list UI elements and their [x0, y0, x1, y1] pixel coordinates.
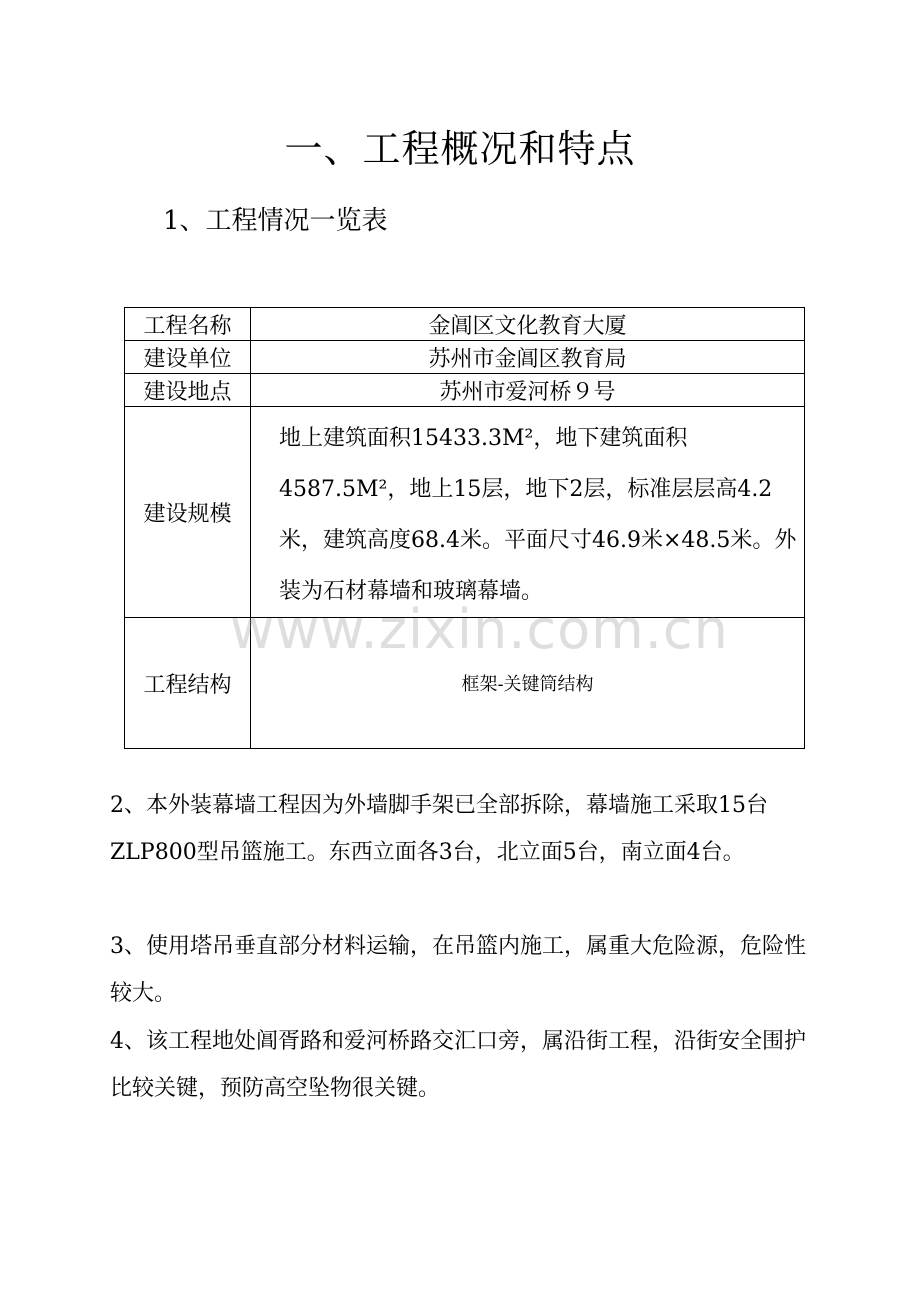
row-label-structure: 工程结构: [125, 618, 251, 749]
row-value-project-name: 金阊区文化教育大厦: [251, 308, 805, 341]
project-info-table: [124, 307, 805, 749]
table-row: [125, 407, 805, 618]
watermark: www.zixin.com.cn: [230, 598, 729, 661]
section-subtitle: 1、工程情况一览表: [163, 206, 388, 236]
table-row: [125, 618, 805, 749]
table-row: [125, 374, 805, 407]
row-label-scale: 建设规模: [125, 407, 251, 618]
row-value-scale: 地上建筑面积15433.3M²，地下建筑面积4587.5M²，地上15层，地下2层，标准层层高4.2米，建筑高度68.4米。平面尺寸46.9米×48.5米。外装为石材幕墙和玻璃幕墙。: [251, 407, 805, 618]
row-value-location: 苏州市爱河桥９号: [251, 374, 805, 407]
row-value-owner: 苏州市金阊区教育局: [251, 341, 805, 374]
page-title: 一、工程概况和特点: [284, 127, 636, 171]
row-value-structure: 框架-关键筒结构: [251, 618, 805, 749]
paragraph-gondola: 2、本外装幕墙工程因为外墙脚手架已全部拆除，幕墙施工采取15台ZLP800型吊篮施工。东西立面各3台，北立面5台，南立面4台。: [110, 793, 768, 865]
table-row: [125, 308, 805, 341]
row-label-project-name: 工程名称: [125, 308, 251, 341]
table-row: [125, 341, 805, 374]
paragraph-tower-crane: 3、使用塔吊垂直部分材料运输，在吊篮内施工，属重大危险源，危险性较大。: [110, 934, 806, 1006]
row-label-owner: 建设单位: [125, 341, 251, 374]
row-label-location: 建设地点: [125, 374, 251, 407]
paragraph-street-safety: 4、该工程地处阊胥路和爱河桥路交汇口旁，属沿街工程，沿街安全围护比较关键，预防高空坠物很关键。: [110, 1029, 806, 1101]
